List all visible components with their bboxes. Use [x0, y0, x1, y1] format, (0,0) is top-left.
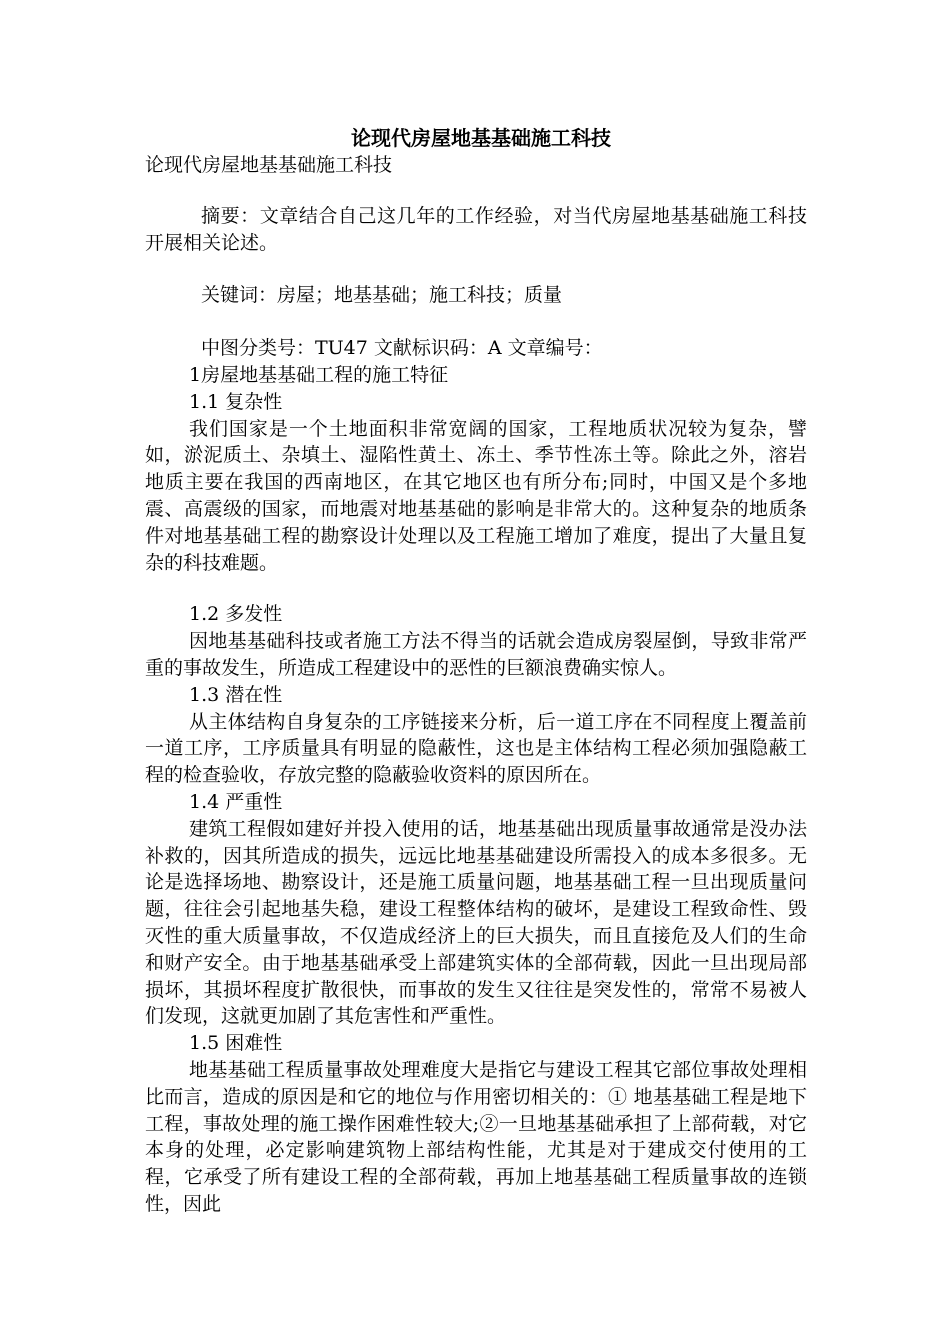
abstract: 摘要：文章结合自己这几年的工作经验，对当代房屋地基基础施工科技开展相关论述。: [145, 204, 807, 254]
keywords: 关键词：房屋；地基基础；施工科技；质量: [201, 284, 563, 307]
paragraph-1-5: 地基基础工程质量事故处理难度大是指它与建设工程其它部位事故处理相比而言，造成的原因是和它的地位与作用密切相关的：① 地基基础工程是地下工程，事故处理的施工操作困难性较大;②一旦地基基础承担了上部荷载，对它本身的处理，必定影响建筑物上部结构性能，尤其是对于建成交付使用的工程，它承受了所有建设工程的全部荷载，再加上地基基础工程质量事故的连锁性，因此: [145, 1058, 807, 1215]
subsection-heading-1-3: 1.3 潜在性: [189, 683, 283, 706]
subsection-heading-1-5: 1.5 困难性: [189, 1032, 283, 1055]
document-subtitle: 论现代房屋地基基础施工科技: [145, 154, 393, 176]
paragraph-1-2: 因地基基础科技或者施工方法不得当的话就会造成房裂屋倒，导致非常严重的事故发生，所造成工程建设中的恶性的巨额浪费确实惊人。: [145, 630, 807, 679]
classification-info: 中图分类号：TU47 文献标识码：A 文章编号：: [201, 337, 603, 360]
subsection-heading-1-2: 1.2 多发性: [189, 603, 283, 626]
subsection-heading-1-4: 1.4 严重性: [189, 790, 283, 813]
paragraph-1-4: 建筑工程假如建好并投入使用的话，地基基础出现质量事故通常是没办法补救的，因其所造成的损失，远远比地基基础建设所需投入的成本多很多。无论是选择场地、勘察设计，还是施工质量问题，地基基础工程一旦出现质量问题，往往会引起地基失稳，建设工程整体结构的破坏，是建设工程致命性、毁灭性的重大质量事故，不仅造成经济上的巨大损失，而且直接危及人们的生命和财产安全。由于地基基础承受上部建筑实体的全部荷载，因此一旦出现局部损坏，其损坏程度扩散很快，而事故的发生又往往是突发性的，常常不易被人们发现，这就更加剧了其危害性和严重性。: [145, 817, 807, 1028]
paragraph-1-1: 我们国家是一个土地面积非常宽阔的国家，工程地质状况较为复杂，譬如，淤泥质土、杂填土、湿陷性黄土、冻土、季节性冻土等。除此之外，溶岩地质主要在我国的西南地区，在其它地区也有所分布;同时，中国又是个多地震、高震级的国家，而地震对地基基础的影响是非常大的。这种复杂的地质条件对地基基础工程的勘察设计处理以及工程施工增加了难度，提出了大量且复杂的科技难题。: [145, 417, 807, 574]
section-heading-1: 1房屋地基基础工程的施工特征: [189, 363, 449, 386]
document-title: 论现代房屋地基基础施工科技: [351, 126, 611, 150]
document-page: [145, 124, 807, 1218]
subsection-heading-1-1: 1.1 复杂性: [189, 390, 283, 413]
paragraph-1-3: 从主体结构自身复杂的工序链接来分析，后一道工序在不同程度上覆盖前一道工序，工序质量具有明显的隐蔽性，这也是主体结构工程必须加强隐蔽工程的检查验收，存放完整的隐蔽验收资料的原因所在。: [145, 710, 807, 787]
